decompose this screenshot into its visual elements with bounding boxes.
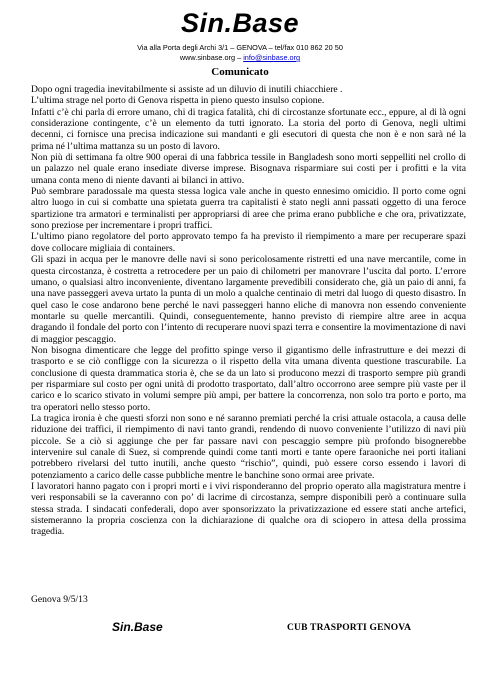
document-body	[31, 84, 466, 538]
sinbase-logo: Sin.Base	[180, 8, 300, 38]
footer-organization: CUB TRASPORTI GENOVA	[287, 623, 412, 633]
paragraph: Non bisogna dimenticare che legge del profitto spinge verso il gigantismo delle infrastrutture e dei mezzi di trasporto e se ciò confligge con la sicurezza o il rispetto della vita umana diventa questione trascurabile. La conclusione di questa drammatica storia è, che se da un lato si producono mezzi di trasporto sempre più grandi per risparmiare sul costo per ogni unità di prodotto trasportato, dall’altro occorrono aree sempre più vaste per il carico e lo scarico stivato in volumi sempre più ampi, per battere la concorrenza, non solo tra porto e porto, ma tra operatori nello stesso porto.	[31, 344, 466, 413]
contact-line	[0, 52, 480, 63]
footer-logo: Sin.Base	[112, 620, 163, 634]
paragraph: Dopo ogni tragedia inevitabilmente si assiste ad un diluvio di inutili chiacchiere .	[31, 84, 343, 95]
paragraph: I lavoratori hanno pagato con i propri morti e i vivi risponderanno del proprio operato alla magistratura mentre i veri responsabili se la caveranno con po’ di lacrime di circostanza, sempre disponibili però a continuare sulla stessa strada. I sindacati confederali, dopo aver sponsorizzato la privatizzazione ed essere stati anche artefici, sistemeranno la propria coscienza con la dichiarazione di qualche ora di sciopero in attesa della prossima tragedia.	[31, 481, 466, 538]
website-text: www.sinbase.org	[179, 53, 236, 62]
paragraph: Può sembrare paradossale ma questa stessa logica vale anche in questo ennesimo omicidio. Il porto come ogni altro luogo in cui si combatte una spietata guerra tra capitalisti è stato negli anni passati oggetto di una feroce spartizione tra armatori e terminalisti per appropriarsi di aree che prima erano pubbliche e che ora, privatizzate, sono preziose per incrementare i propri traffici.	[31, 186, 466, 232]
paragraph: Non più di settimana fa oltre 900 operai di una fabbrica tessile in Bangladesh sono morti seppelliti nel crollo di un palazzo nel quale erano insediate diverse imprese. Bisognava risparmiare sui costi per i profitti e la vita umana conta meno di niente davanti ai bilanci in attivo.	[31, 152, 466, 186]
address-line: Via alla Porta degli Archi 3/1 – GENOVA – tel/fax 010 862 20 50	[137, 43, 343, 52]
place-date: Genova 9/5/13	[31, 594, 88, 605]
contact-separator: –	[235, 53, 244, 62]
paragraph: Gli spazi in acqua per le manovre delle navi si sono pericolosamente ristretti ed una nave mercantile, come in questa circostanza, è costretta a retrocedere per un paio di chilometri per manovrare l’uscita dal porto. L’errore umano, o qualsiasi altro inconveniente, diventano largamente prevedibili considerato che, già un paio di anni, fa una nave passeggeri aveva urtato la punta di un molo a qualche centinaio di metri dal luogo di questo disastro. In quel caso le cose andarono bene perché le navi passeggeri hanno eliche di manovra non essendo conveniente montarle su quelle mercantili. Quindi, conseguentemente, hanno previsto di riempire altre aree in acqua dragando il fondale del porto con l’intento di recuperare nuovi spazi terra e consentire la movimentazione di navi di maggior pescaggio.	[31, 254, 466, 345]
paragraph: L’ultima strage nel porto di Genova rispetta in pieno questo insulso copione.	[31, 95, 325, 107]
paragraph: Infatti c’è chi parla di errore umano, chi di tragica fatalità, chi di circostanze sfortunate ecc., eppure, al di là ogni considerazione contingente, c’è un elemento da tutti ignorato. La storia del porto di Genova, negli ultimi decenni, ci fornisce una precisa indicazione sui mandanti e gli esecutori di questa che non è e non sarà né la prima né l’ultima mattanza su un posto di lavoro.	[31, 106, 466, 152]
paragraph: La tragica ironia è che questi sforzi non sono e né saranno premiati perché la crisi attuale ostacola, a causa delle riduzione dei traffici, il riempimento di navi tanto grandi, rendendo di nuovo conveniente l’utilizzo di navi più piccole. Se a ciò si aggiunge che per far passare navi con pescaggio sempre più profondo bisognerebbe intervenire sul canale di Suez, si comprende quindi come tanti morti e tante opere faraoniche nei porti italiani potrebbero rivelarsi del tutto inutili, anche questo “rischio”, quindi, può essere corso essendo i lavori di potenziamento a carico delle casse pubbliche mentre le banchine sono ormai aree private.	[31, 412, 466, 481]
document-title: Comunicato	[211, 66, 269, 78]
email-link[interactable]: info@sinbase.org	[243, 53, 301, 62]
paragraph: L’ultimo piano regolatore del porto approvato tempo fa ha previsto il riempimento a mare per recuperare spazi dove collocare migliaia di containers.	[31, 231, 466, 254]
